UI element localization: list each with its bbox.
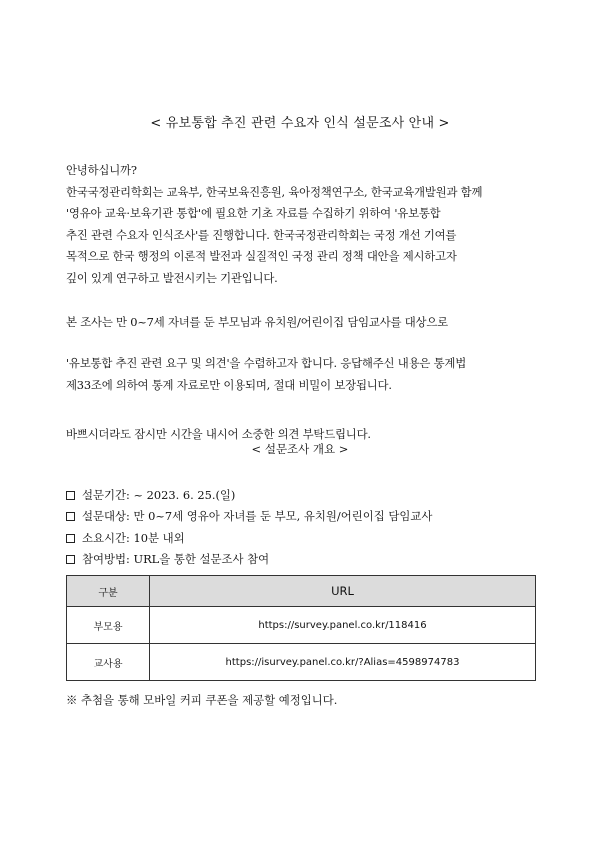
page-title: < 유보통합 추진 관련 수요자 인식 설문조사 안내 >: [150, 116, 450, 131]
purpose-line: '유보통합 추진 관련 요구 및 의견'을 수렴하고자 합니다. 응답해주신 내용은 통계법: [66, 356, 467, 370]
table-header-url: URL: [150, 576, 536, 607]
purpose-paragraph: [66, 353, 536, 396]
table-row: [67, 644, 536, 681]
overview-list: [66, 485, 432, 570]
intro-line: 한국국정관리학회는 교육부, 한국보육진흥원, 육아정책연구소, 한국교육개발원과 함께: [66, 184, 483, 199]
survey-link-parent[interactable]: https://survey.panel.co.kr/118416: [150, 607, 536, 644]
intro-line: 깊이 있게 연구하고 발전시키는 기관입니다.: [66, 270, 278, 285]
coupon-notice: ※ 추첨을 통해 모바일 커피 쿠폰을 제공할 예정입니다.: [66, 693, 338, 707]
target-line: 본 조사는 만 0~7세 자녀를 둔 부모님과 유치원/어린이집 담임교사를 대상으로: [66, 315, 448, 329]
table-cell-type: 부모용: [67, 607, 150, 644]
request-line: 바쁘시더라도 잠시만 시간을 내시어 소중한 의견 부탁드립니다.: [66, 427, 371, 441]
overview-item-label: 소요시간: 10분 내외: [82, 530, 185, 545]
checkbox-icon: [66, 555, 75, 564]
overview-item-target: [66, 506, 432, 527]
checkbox-icon: [66, 512, 75, 521]
intro-line: 안녕하십니까?: [66, 163, 137, 177]
overview-item-label: 설문대상: 만 0~7세 영유아 자녀를 둔 부모, 유치원/어린이집 담임교사: [82, 509, 433, 524]
purpose-line: 제33조에 의하여 통계 자료로만 이용되며, 절대 비밀이 보장됩니다.: [66, 377, 392, 392]
intro-line: 추진 관련 수요자 인식조사'를 진행합니다. 한국국정관리학회는 국정 개선 기여를: [66, 227, 457, 242]
survey-url-table: [66, 575, 536, 681]
table-header-row: [67, 576, 536, 607]
checkbox-icon: [66, 534, 75, 543]
survey-link-teacher[interactable]: https://isurvey.panel.co.kr/?Alias=4598974783: [150, 644, 536, 681]
intro-line: '영유아 교육·보육기관 통합'에 필요한 기초 자료를 수집하기 위하여 '유보통합: [66, 206, 441, 220]
overview-item-method: [66, 549, 432, 570]
table-header-type: 구분: [67, 576, 150, 607]
overview-item-label: 설문기간: ~ 2023. 6. 25.(일): [82, 488, 236, 502]
table-cell-type: 교사용: [67, 644, 150, 681]
intro-paragraph: [66, 160, 536, 289]
table-row: [67, 607, 536, 644]
overview-item-label: 참여방법: URL을 통한 설문조사 참여: [82, 551, 270, 566]
overview-title: < 설문조사 개요 >: [251, 442, 349, 456]
overview-item-duration: [66, 528, 432, 549]
intro-line: 목적으로 한국 행정의 이론적 발전과 실질적인 국정 관리 정책 대안을 제시하고자: [66, 249, 457, 263]
overview-item-period: [66, 485, 432, 506]
checkbox-icon: [66, 491, 75, 500]
target-paragraph: [66, 312, 536, 334]
